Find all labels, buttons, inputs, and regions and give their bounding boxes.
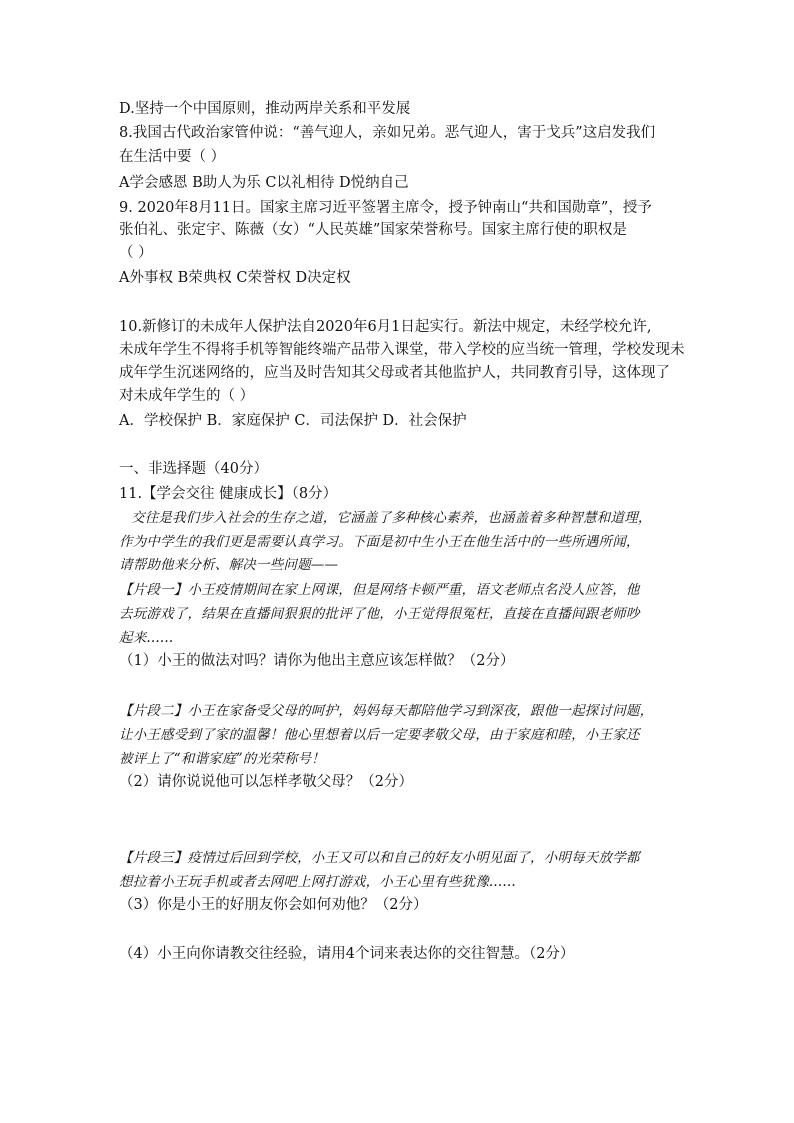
fragment-3-line-2: 想拉着小王玩手机或者去网吧上网打游戏，小王心里有些犹豫...... (119, 874, 516, 890)
question-11-title: 11.【学会交往 健康成长】（8分） (119, 486, 338, 502)
intro-line-1: 交往是我们步入社会的生存之道，它涵盖了多种核心素养，也涵盖着多种智慧和道理， (131, 510, 652, 526)
question-10-stem-cont-3: 对未成年学生的（ ） (119, 388, 255, 404)
sub-question-2: （2）请你说说他可以怎样孝敬父母？（2分） (119, 774, 413, 790)
fragment-2-line-2: 让小王感受到了家的温馨！他心里想着以后一定要孝敬父母，由于家庭和睦，小王家还 (119, 727, 640, 743)
question-10-stem-cont-2: 成年学生沉迷网络的，应当及时告知其父母或者其他监护人，共同教育引导，这体现了 (119, 365, 670, 381)
intro-line-2: 作为中学生的我们更是需要认真学习。下面是初中生小王在他生活中的一些所遇所闻， (119, 534, 640, 550)
question-9-stem: 9. 2020年8月11日。国家主席习近平签署主席令，授予钟南山“共和国勋章”，授予 (119, 200, 652, 216)
sub-question-1: （1）小王的做法对吗？请你为他出主意应该怎样做？（2分） (119, 653, 515, 669)
intro-line-3: 请帮助他来分析、解决一些问题—— (119, 557, 339, 573)
fragment-2-line-3: 被评上了“和谐家庭”的光荣称号！ (119, 751, 326, 767)
fragment-1-line-3: 起来...... (119, 630, 174, 646)
fragment-3-line-1: 【片段三】疫情过后回到学校，小王又可以和自己的好友小明见面了，小明每天放学都 (119, 850, 640, 866)
question-8-stem: 8.我国古代政治家管仲说：“善气迎人，亲如兄弟。恶气迎人，害于戈兵”这启发我们 (119, 125, 656, 141)
question-9-stem-cont: 张伯礼、张定宇、陈薇（女）“人民英雄”国家荣誉称号。国家主席行使的职权是 (119, 222, 627, 238)
sub-question-4: （4）小王向你请教交往经验，请用4个词来表达你的交往智慧。（2分） (119, 946, 575, 962)
question-10-stem: 10.新修订的未成年人保护法自2020年6月1日起实行。新法中规定，未经学校允许, (119, 319, 652, 335)
question-10-options: A．学校保护 B．家庭保护 C．司法保护 D．社会保护 (119, 413, 467, 429)
fragment-1-line-2: 去玩游戏了，结果在直播间狠狠的批评了他，小王觉得很冤枉，直接在直播间跟老师吵 (119, 606, 640, 622)
fragment-2-line-1: 【片段二】小王在家备受父母的呵护，妈妈每天都陪他学习到深夜，跟他一起探讨问题， (119, 703, 654, 719)
sub-question-3: （3）你是小王的好朋友你会如何劝他？（2分） (119, 897, 428, 913)
question-7-option-d: D.坚持一个中国原则，推动两岸关系和平发展 (119, 101, 411, 117)
question-9-blank: （ ） (119, 245, 153, 261)
question-9-options: A外事权 B荣典权 C荣誉权 D决定权 (119, 270, 351, 286)
question-10-stem-cont-1: 未成年学生不得将手机等智能终端产品带入课堂，带入学校的应当统一管理，学校发现未 (119, 342, 685, 358)
question-8-options: A学会感恩 B助人为乐 C以礼相待 D悦纳自己 (119, 175, 409, 191)
fragment-1-line-1: 【片段一】小王疫情期间在家上网课，但是网络卡顿严重，语文老师点名没人应答，他 (119, 582, 640, 598)
question-8-stem-cont: 在生活中要（ ） (119, 149, 226, 165)
section-heading-non-choice: 一、非选择题（40分） (119, 461, 268, 477)
